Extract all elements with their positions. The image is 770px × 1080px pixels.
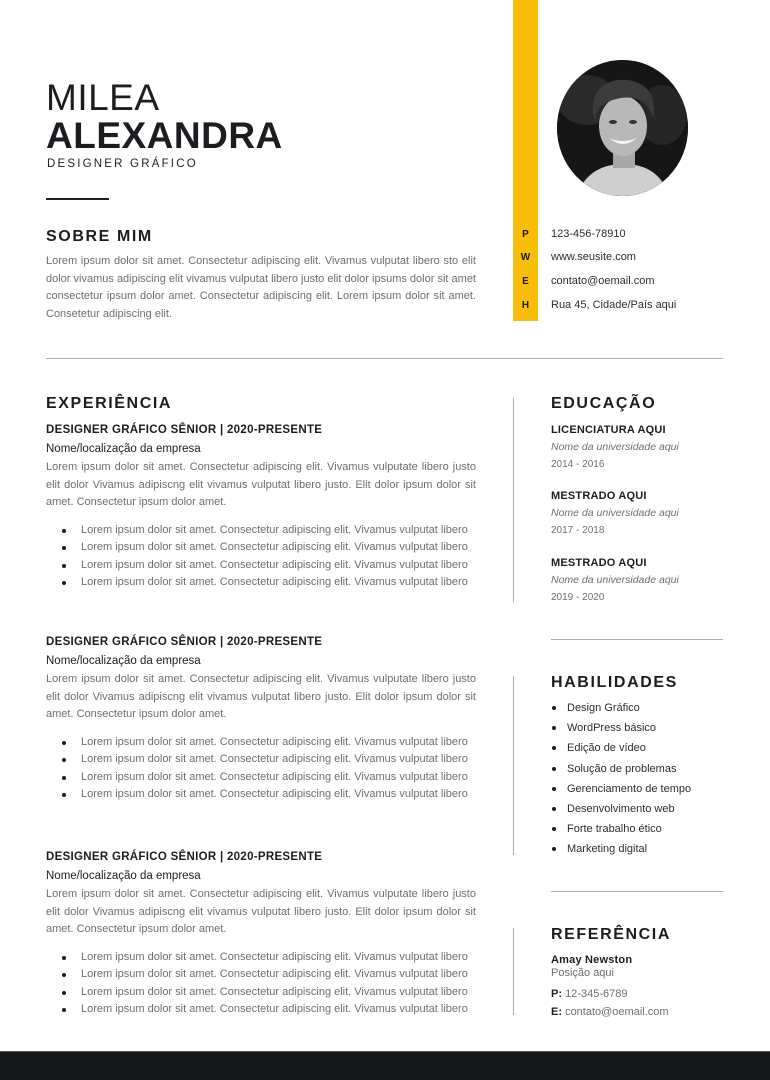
job-description: Lorem ipsum dolor sit amet. Consectetur adipiscing elit. Vivamus vulputate libero justo elit dolor Vivamus adipiscng elit vivamus vulputat libero justo. Elit dolor ipsum dolor sit amet. Consectetur ipsum dolor amet. [46,461,476,509]
job-company: Nome/localização da empresa [46,443,201,455]
education-years: 2014 - 2016 [551,459,605,470]
skill-item: WordPress básico [551,718,726,738]
job-bullet: Lorem ipsum dolor sit amet. Consectetur adipiscing elit. Vivamus vulputat libero [46,751,476,769]
job-title: DESIGNER GRÁFICO [47,158,198,170]
reference-email-row [551,1004,726,1020]
reference-email-label: E: [551,1006,562,1018]
education-years: 2019 - 2020 [551,592,605,603]
job-entry [46,422,476,592]
name-underline [46,198,109,200]
education-degree: LICENCIATURA AQUI [551,424,666,436]
skill-item: Solução de problemas [551,759,726,779]
job-bullet: Lorem ipsum dolor sit amet. Consectetur adipiscing elit. Vivamus vulputat libero [46,574,476,592]
job-heading: DESIGNER GRÁFICO SÊNIOR | 2020-PRESENTE [46,424,323,436]
side-divider [551,891,723,892]
education-school: Nome da universidade aqui [551,574,679,586]
education-school: Nome da universidade aqui [551,507,679,519]
first-name: MILEA [46,77,160,118]
job-bullet: Lorem ipsum dolor sit amet. Consectetur adipiscing elit. Vivamus vulputat libero [46,539,476,557]
email-icon: E [522,276,529,287]
education-degree: MESTRADO AQUI [551,557,647,569]
contact-email[interactable]: contato@oemail.com [551,275,655,287]
job-heading: DESIGNER GRÁFICO SÊNIOR | 2020-PRESENTE [46,636,323,648]
job-bullets [46,522,476,592]
profile-photo [557,60,688,196]
reference-phone-row [551,986,726,1002]
job-entry [46,849,476,1019]
job-bullet: Lorem ipsum dolor sit amet. Consectetur adipiscing elit. Vivamus vulputat libero [46,769,476,787]
job-bullets [46,734,476,804]
column-separator [513,398,514,602]
about-text: Lorem ipsum dolor sit amet. Consectetur adipiscing elit. Vivamus vulputat libero sto elit dolor vivamus adipiscing elit vivamus vulputat libero justo elit dolor ipsums dolor sit amet consectetur ipsum dolor amet. Consectetur adipiscing elit. Lorem ipsum dolor sit amet. Consetetur adipiscing elit. [46,255,476,320]
experience-title: EXPERIÊNCIA [46,395,173,412]
job-bullet: Lorem ipsum dolor sit amet. Consectetur adipiscing elit. Vivamus vulputat libero [46,984,476,1002]
education-degree: MESTRADO AQUI [551,490,647,502]
web-icon: W [520,252,531,263]
skill-item: Forte trabalho ético [551,819,726,839]
reference-name: Amay Newston [551,954,633,966]
skills-title: HABILIDADES [551,674,678,691]
job-bullet: Lorem ipsum dolor sit amet. Consectetur adipiscing elit. Vivamus vulputat libero [46,734,476,752]
skill-item: Edição de vídeo [551,738,726,758]
contact-website[interactable]: www.seusite.com [551,251,636,263]
portrait-icon [557,60,688,196]
reference-phone: 12-345-6789 [565,988,628,1000]
job-bullet: Lorem ipsum dolor sit amet. Consectetur adipiscing elit. Vivamus vulputat libero [46,1001,476,1019]
education-item [551,555,726,607]
reference-email[interactable]: contato@oemail.com [565,1006,669,1018]
last-name: ALEXANDRA [46,115,283,156]
accent-bar [513,0,538,321]
reference-position: Posição aqui [551,967,614,979]
job-bullet: Lorem ipsum dolor sit amet. Consectetur adipiscing elit. Vivamus vulputat libero [46,949,476,967]
job-bullet: Lorem ipsum dolor sit amet. Consectetur adipiscing elit. Vivamus vulputat libero [46,786,476,804]
education-item [551,488,726,540]
reference-phone-label: P: [551,988,562,1000]
job-bullet: Lorem ipsum dolor sit amet. Consectetur adipiscing elit. Vivamus vulputat libero [46,522,476,540]
education-item [551,422,726,474]
section-divider [46,358,723,359]
column-separator [513,928,514,1015]
reference-block [551,954,726,1020]
reference-title: REFERÊNCIA [551,926,672,943]
job-bullet: Lorem ipsum dolor sit amet. Consectetur adipiscing elit. Vivamus vulputat libero [46,966,476,984]
skill-item: Desenvolvimento web [551,799,726,819]
education-years: 2017 - 2018 [551,525,605,536]
job-bullets [46,949,476,1019]
education-school: Nome da universidade aqui [551,441,679,453]
contact-phone: 123-456-78910 [551,228,626,240]
skill-item: Marketing digital [551,839,726,859]
phone-icon: P [522,229,529,240]
education-title: EDUCAÇÃO [551,395,657,412]
contact-address: Rua 45, Cidade/País aqui [551,299,677,311]
footer-bar [0,1051,770,1080]
skill-item: Gerenciamento de tempo [551,779,726,799]
job-bullet: Lorem ipsum dolor sit amet. Consectetur adipiscing elit. Vivamus vulputat libero [46,557,476,575]
home-icon: H [521,300,530,311]
skills-list [551,698,726,860]
about-title: SOBRE MIM [46,228,153,245]
job-description: Lorem ipsum dolor sit amet. Consectetur adipiscing elit. Vivamus vulputate libero justo elit dolor Vivamus adipiscng elit vivamus vulputat libero justo. Elit dolor ipsum dolor sit amet. Consectetur ipsum dolor amet. [46,673,476,721]
job-entry [46,634,476,804]
column-separator [513,676,514,855]
side-divider [551,639,723,640]
job-company: Nome/localização da empresa [46,655,201,667]
job-description: Lorem ipsum dolor sit amet. Consectetur adipiscing elit. Vivamus vulputate libero justo elit dolor Vivamus adipiscng elit vivamus vulputat libero justo. Elit dolor ipsum dolor sit amet. Consectetur ipsum dolor amet. [46,888,476,936]
job-heading: DESIGNER GRÁFICO SÊNIOR | 2020-PRESENTE [46,851,323,863]
skill-item: Design Gráfico [551,698,726,718]
job-company: Nome/localização da empresa [46,870,201,882]
